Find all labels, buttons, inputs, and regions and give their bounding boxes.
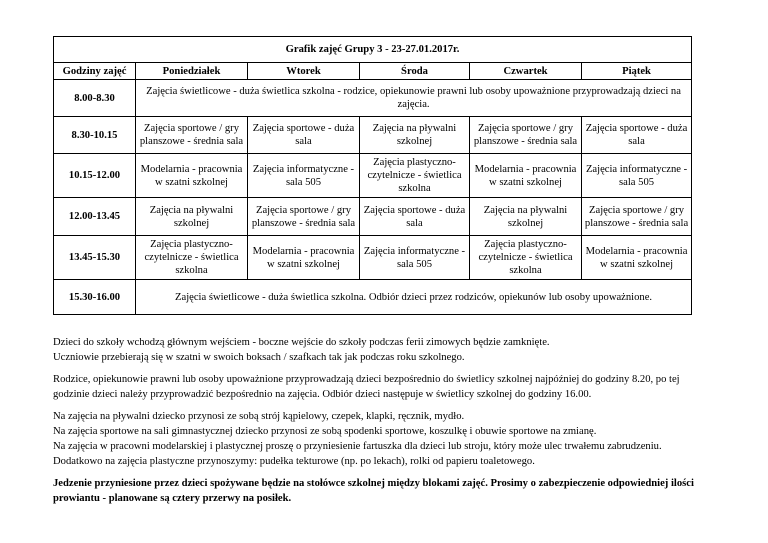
activity-cell: Zajęcia na pływalni szkolnej	[136, 198, 248, 236]
activity-cell: Zajęcia plastyczno-czytelnicze - świetlica szkolna	[470, 236, 582, 280]
activity-cell: Zajęcia plastyczno-czytelnicze - świetlica szkolna	[360, 154, 470, 198]
activity-cell: Zajęcia sportowe - duża sala	[582, 117, 692, 154]
activity-cell: Modelarnia - pracownia w szatni szkolnej	[470, 154, 582, 198]
table-row	[54, 280, 692, 315]
notes-section	[53, 335, 713, 506]
note-art: Na zajęcia w pracowni modelarskiej i plastycznej proszę o przyniesienie fartuszka dla dzieci lub stroju, który może ulec trwałemu zabrudzeniu. Dodatkowo na zajęcia plastyczne przynoszymy: pudełka tekturowe (np. po lekach), rolki od papieru toaletowego.	[53, 441, 662, 467]
activity-cell: Zajęcia sportowe / gry planszowe - średnia sala	[582, 198, 692, 236]
activity-cell: Zajęcia sportowe / gry planszowe - średnia sala	[136, 117, 248, 154]
header-monday: Poniedziałek	[136, 63, 248, 80]
table-row	[54, 198, 692, 236]
merged-cell: Zajęcia świetlicowe - duża świetlica szkolna - rodzice, opiekunowie prawni lub osoby upoważnione przyprowadzają dzieci na zajęcia.	[136, 80, 692, 117]
activity-cell: Zajęcia sportowe / gry planszowe - średnia sala	[248, 198, 360, 236]
table-row	[54, 80, 692, 117]
activity-cell: Zajęcia informatyczne - sala 505	[360, 236, 470, 280]
activity-cell: Modelarnia - pracownia w szatni szkolnej	[248, 236, 360, 280]
note-pool: Na zajęcia na pływalni dziecko przynosi ze sobą strój kąpielowy, czepek, klapki, ręcznik, mydło.	[53, 411, 465, 422]
note-lockers: Uczniowie przebierają się w szatni w swoich boksach / szafkach tak jak podczas roku szkolnego.	[53, 352, 465, 363]
note-food: Jedzenie przyniesione przez dzieci spożywane będzie na stołówce szkolnej między blokami zajęć. Prosimy o zabezpieczenie odpowiedniej ilości prowiantu - planowane są cztery przerwy na posiłek.	[53, 478, 694, 504]
note-dropoff: Rodzice, opiekunowie prawni lub osoby upoważnione przyprowadzają dzieci bezpośrednio do świetlicy szkolnej najpóźniej do godziny 8.20, po tej godzinie dzieci należy przyprowadzić bezpośrednio na zajęcia. Odbiór dzieci następuje w świetlicy szkolnej do godziny 16.00.	[53, 374, 680, 400]
header-thursday: Czwartek	[470, 63, 582, 80]
activity-cell: Zajęcia na pływalni szkolnej	[470, 198, 582, 236]
activity-cell: Zajęcia sportowe - duża sala	[360, 198, 470, 236]
header-wednesday: Środa	[360, 63, 470, 80]
header-hours: Godziny zajęć	[54, 63, 136, 80]
activity-cell: Zajęcia informatyczne - sala 505	[248, 154, 360, 198]
table-row	[54, 117, 692, 154]
time-cell: 8.30-10.15	[54, 117, 136, 154]
schedule-table	[53, 36, 692, 315]
time-cell: 8.00-8.30	[54, 80, 136, 117]
activity-cell: Zajęcia sportowe - duża sala	[248, 117, 360, 154]
table-row	[54, 236, 692, 280]
activity-cell: Zajęcia sportowe / gry planszowe - średnia sala	[470, 117, 582, 154]
header-tuesday: Wtorek	[248, 63, 360, 80]
note-sports: Na zajęcia sportowe na sali gimnastycznej dziecko przynosi ze sobą spodenki sportowe, koszulkę i obuwie sportowe na zmianę.	[53, 426, 597, 437]
activity-cell: Modelarnia - pracownia w szatni szkolnej	[582, 236, 692, 280]
merged-cell: Zajęcia świetlicowe - duża świetlica szkolna. Odbiór dzieci przez rodziców, opiekunów lub osoby upoważnione.	[136, 280, 692, 315]
time-cell: 15.30-16.00	[54, 280, 136, 315]
header-row	[54, 63, 692, 80]
note-entrance: Dzieci do szkoły wchodzą głównym wejściem - boczne wejście do szkoły podczas ferii zimowych będzie zamknięte.	[53, 337, 550, 348]
time-cell: 13.45-15.30	[54, 236, 136, 280]
table-row	[54, 154, 692, 198]
time-cell: 12.00-13.45	[54, 198, 136, 236]
activity-cell: Zajęcia plastyczno-czytelnicze - świetlica szkolna	[136, 236, 248, 280]
activity-cell: Zajęcia informatyczne - sala 505	[582, 154, 692, 198]
header-friday: Piątek	[582, 63, 692, 80]
activity-cell: Zajęcia na pływalni szkolnej	[360, 117, 470, 154]
time-cell: 10.15-12.00	[54, 154, 136, 198]
activity-cell: Modelarnia - pracownia w szatni szkolnej	[136, 154, 248, 198]
schedule-title: Grafik zajęć Grupy 3 - 23-27.01.2017r.	[54, 37, 692, 63]
